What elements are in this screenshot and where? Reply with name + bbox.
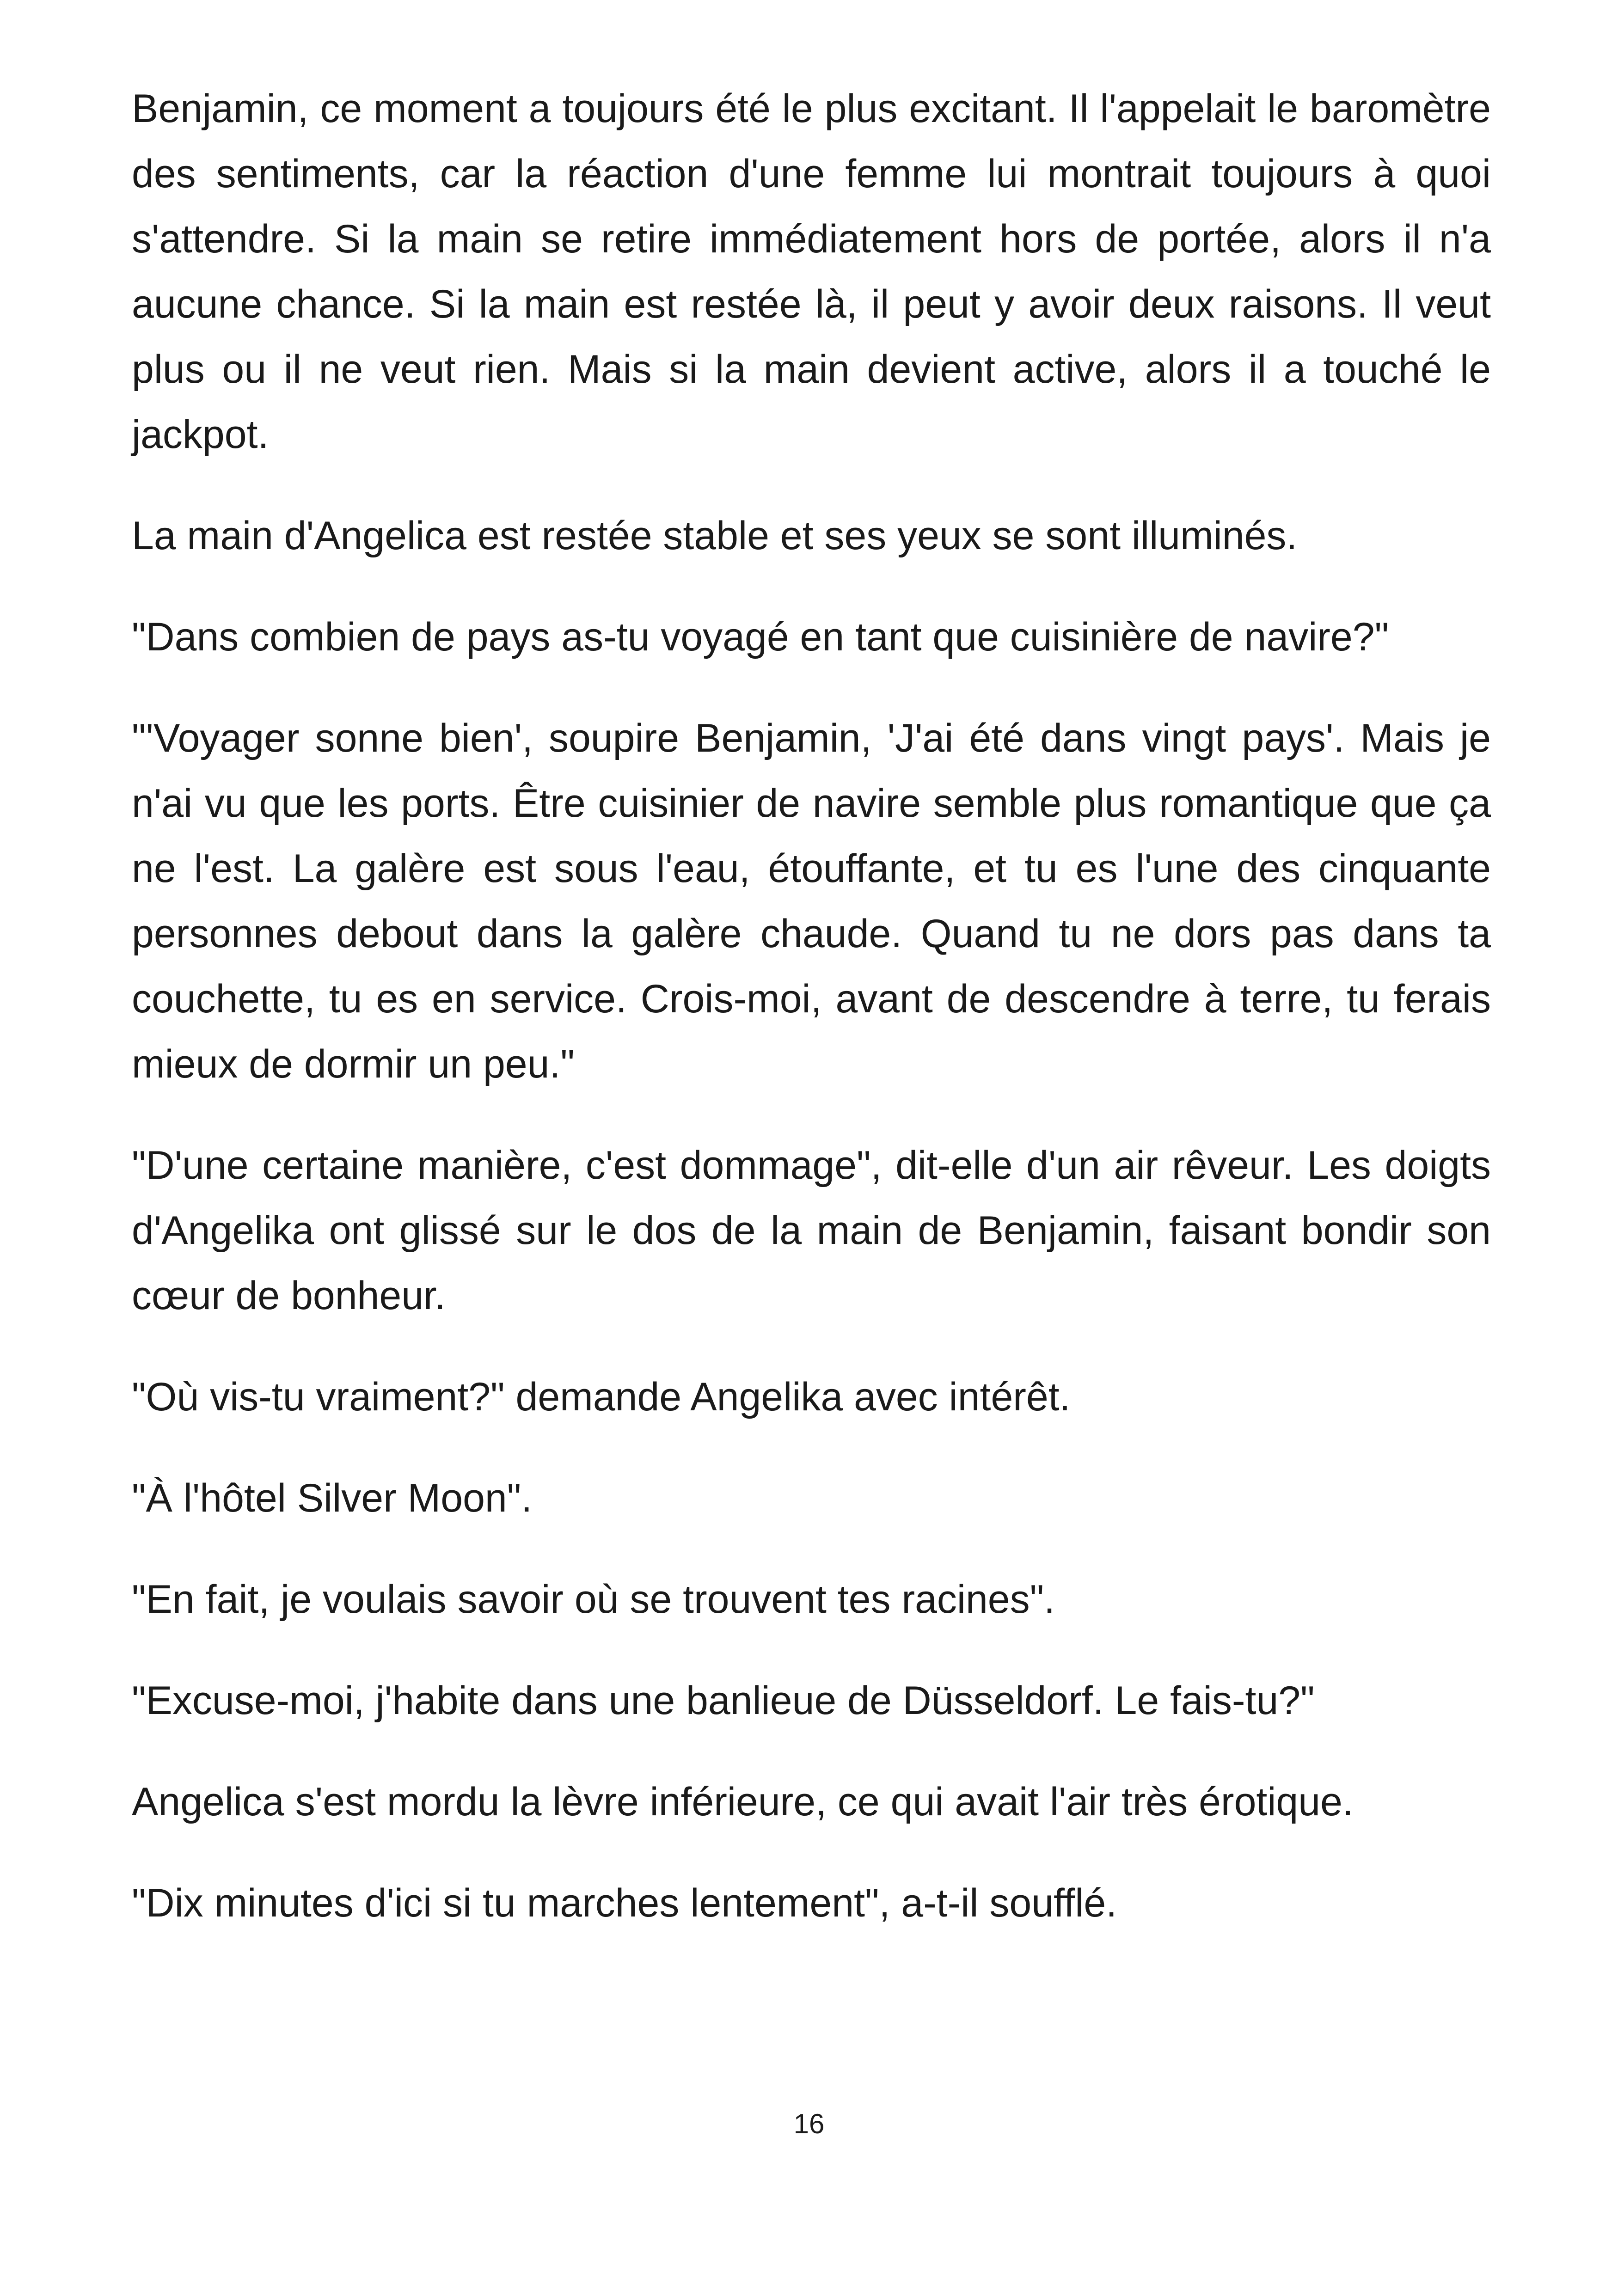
paragraph-1: Benjamin, ce moment a toujours été le plus excitant. Il l'appelait le baromètre des sentiments, car la réaction d'une femme lui montrait toujours à quoi s'attendre. Si la main se retire immédiatement hors de portée, alors il n'a aucune chance. Si la main est restée là, il peut y avoir deux raisons. Il veut plus ou il ne veut rien. Mais si la main devient active, alors il a touché le jackpot.	[132, 86, 1491, 457]
paragraph-7: "À l'hôtel Silver Moon".	[132, 1476, 533, 1520]
page-number: 16	[793, 2108, 825, 2139]
body-text	[132, 76, 1491, 1972]
paragraph-10: Angelica s'est mordu la lèvre inférieure, ce qui avait l'air très érotique.	[132, 1780, 1354, 1824]
paragraph-4: "'Voyager sonne bien', soupire Benjamin, 'J'ai été dans vingt pays'. Mais je n'ai vu que les ports. Être cuisinier de navire semble plus romantique que ça ne l'est. La galère est sous l'eau, étouffante, et tu es l'une des cinquante personnes debout dans la galère chaude. Quand tu ne dors pas dans ta couchette, tu es en service. Crois-moi, avant de descendre à terre, tu ferais mieux de dormir un peu."	[132, 716, 1491, 1086]
paragraph-8: "En fait, je voulais savoir où se trouvent tes racines".	[132, 1577, 1055, 1622]
paragraph-2: La main d'Angelica est restée stable et ses yeux se sont illuminés.	[132, 514, 1298, 558]
paragraph-6: "Où vis-tu vraiment?" demande Angelika avec intérêt.	[132, 1375, 1071, 1419]
paragraph-11: "Dix minutes d'ici si tu marches lentement", a-t-il soufflé.	[132, 1881, 1117, 1925]
paragraph-5: "D'une certaine manière, c'est dommage", dit-elle d'un air rêveur. Les doigts d'Angelika ont glissé sur le dos de la main de Benjamin, faisant bondir son cœur de bonheur.	[132, 1143, 1491, 1318]
paragraph-3: "Dans combien de pays as-tu voyagé en tant que cuisinière de navire?"	[132, 615, 1389, 659]
paragraph-9: "Excuse-moi, j'habite dans une banlieue de Düsseldorf. Le fais-tu?"	[132, 1678, 1315, 1723]
